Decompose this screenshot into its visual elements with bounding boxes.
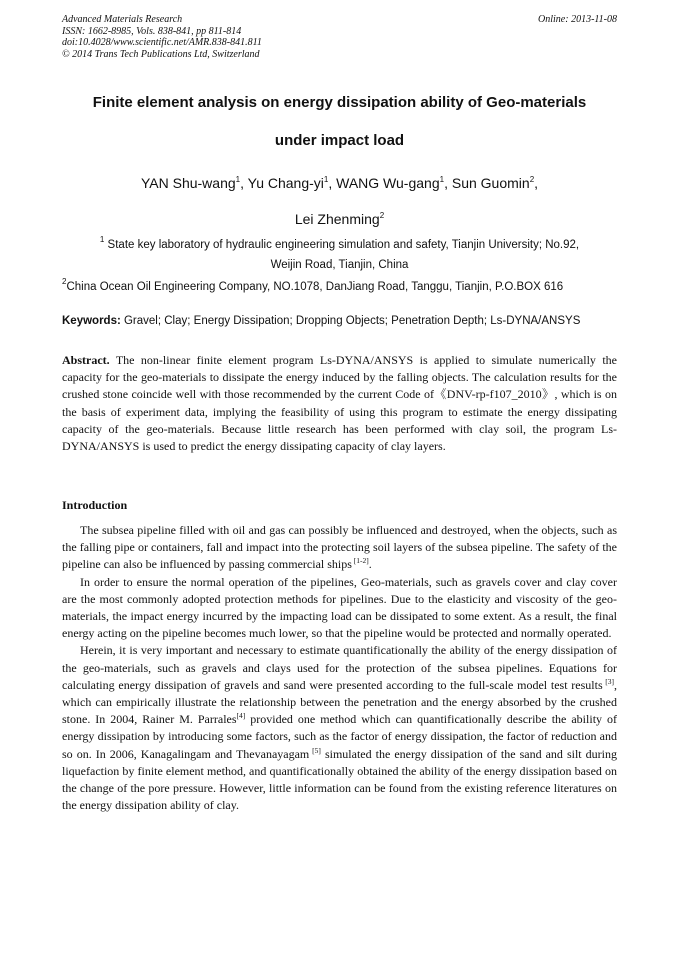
author-name: , Sun Guomin bbox=[444, 175, 530, 191]
author-affil-mark: 1 bbox=[323, 175, 329, 184]
author-name: , Yu Chang-yi bbox=[240, 175, 324, 191]
paragraph-text: The subsea pipeline filled with oil and gas can possibly be influenced and destroyed, when the objects, such as the falling pipe or containers, fall and impact into the protecting soil layers of the subsea pipeline. The safety of the pipeline can also be influenced by passing commercial ships bbox=[62, 523, 617, 572]
affiliation-1 bbox=[62, 235, 617, 275]
author-affil-mark: 2 bbox=[379, 211, 385, 220]
affiliation-1-line-2: Weijin Road, Tianjin, China bbox=[270, 259, 409, 271]
paper-title bbox=[62, 84, 617, 160]
abstract-label: Abstract. bbox=[62, 353, 110, 367]
author-name: , WANG Wu-gang bbox=[328, 175, 440, 191]
introduction-body bbox=[62, 522, 617, 814]
affiliation-mark: 1 bbox=[99, 235, 105, 244]
author-separator: , bbox=[534, 175, 539, 191]
title-line-1: Finite element analysis on energy dissipation ability of Geo-materials bbox=[92, 94, 587, 111]
affiliation-text: State key laboratory of hydraulic engineering simulation and safety, Tianjin University; No.92, bbox=[104, 239, 580, 251]
journal-header bbox=[62, 14, 617, 60]
paragraph-text: simulated the energy dissipation of the sand and silt during liquefaction by finite element method, and quantificationally obtained the ability of the energy dissipation based on the change of the pore pressure. However, little information can be found from the existing reference literatures on the energy dissipation ability of clay. bbox=[62, 746, 618, 813]
keywords-label: Keywords: bbox=[62, 315, 121, 327]
paragraph-text: Herein, it is very important and necessary to estimate quantificationally the ability of the energy dissipation of the geo-materials, such as gravels and clays used for the protection of the subsea pipelines. Equations for calculating energy dissipation of gravels and sand were presented according to the full-scale model test results bbox=[62, 643, 617, 692]
author-list bbox=[62, 165, 617, 237]
author-affil-mark: 1 bbox=[439, 175, 445, 184]
author-line-2 bbox=[62, 201, 617, 237]
doi-line: doi:10.4028/www.scientific.net/AMR.838-841.811 bbox=[62, 37, 262, 48]
citation-ref: [1-2] bbox=[351, 556, 369, 566]
author-line-1 bbox=[62, 165, 617, 201]
keywords-text: Gravel; Clay; Energy Dissipation; Dropping Objects; Penetration Depth; Ls-DYNA/ANSYS bbox=[120, 315, 581, 327]
online-date: Online: 2013-11-08 bbox=[538, 14, 617, 25]
paragraph: In order to ensure the normal operation of the pipelines, Geo-materials, such as gravels cover and clay cover are the most commonly adopted protection methods for pipelines. Due to the elasticity and viscosity of the geo-materials, the impact energy incurred by the impacting load can be dissipated to some extent. As a result, the final energy acting on the pipeline becomes much lower, so that the pipeline would be protected and normally operated. bbox=[62, 574, 617, 641]
paragraph bbox=[62, 522, 617, 574]
author-name: Lei Zhenming bbox=[294, 211, 380, 227]
abstract bbox=[62, 352, 617, 455]
citation-ref: [4] bbox=[236, 711, 246, 721]
citation-ref: [3] bbox=[602, 676, 614, 686]
author-affil-mark: 2 bbox=[529, 175, 535, 184]
abstract-text: The non-linear finite element program Ls-DYNA/ANSYS is applied to simulate numerically the capacity for the geo-materials to dissipate the energy induced by the falling objects. The calculation results for the crushed stone coincide well with those recommended by the current Code of《DNV-rp-f107_2010》, which is on the basis of experiment data, implying the feasibility of using this program to estimate the energy dissipating capacity of the geo-materials. Because little research has been performed with clay soil, the program Ls-DYNA/ANSYS is used to predict the energy dissipating capacity of clay layers. bbox=[62, 353, 617, 454]
author-name: YAN Shu-wang bbox=[140, 175, 236, 191]
affiliation-text: China Ocean Oil Engineering Company, NO.1078, DanJiang Road, Tanggu, Tianjin, P.O.BOX 616 bbox=[66, 281, 564, 293]
title-line-2: under impact load bbox=[274, 132, 405, 149]
paragraph-text: , which can empirically illustrate the relationship between the penetration and the energy absorbed by the crushed stone. In 2004, Rainer M. Parrales bbox=[62, 677, 617, 727]
citation-ref: [5] bbox=[309, 745, 321, 755]
affiliation-1-line-1 bbox=[62, 235, 617, 255]
paragraph-text: provided one method which can quantificationally describe the ability of energy dissipation by introducing some factors, such as the factor of energy dissipation, the factor of reduction and so on. In 2006, Kanagalingam and Thevanayagam bbox=[62, 712, 617, 761]
paragraph-text: . bbox=[368, 557, 372, 572]
affiliation-mark: 2 bbox=[62, 277, 67, 286]
copyright-line: © 2014 Trans Tech Publications Ltd, Switzerland bbox=[62, 48, 260, 60]
journal-name: Advanced Materials Research bbox=[62, 14, 183, 25]
paragraph bbox=[62, 642, 617, 814]
author-affil-mark: 1 bbox=[235, 175, 241, 184]
keywords bbox=[62, 312, 617, 330]
section-heading-introduction: Introduction bbox=[62, 498, 128, 512]
issn-line: ISSN: 1662-8985, Vols. 838-841, pp 811-814 bbox=[62, 25, 242, 37]
affiliation-2 bbox=[62, 277, 617, 297]
